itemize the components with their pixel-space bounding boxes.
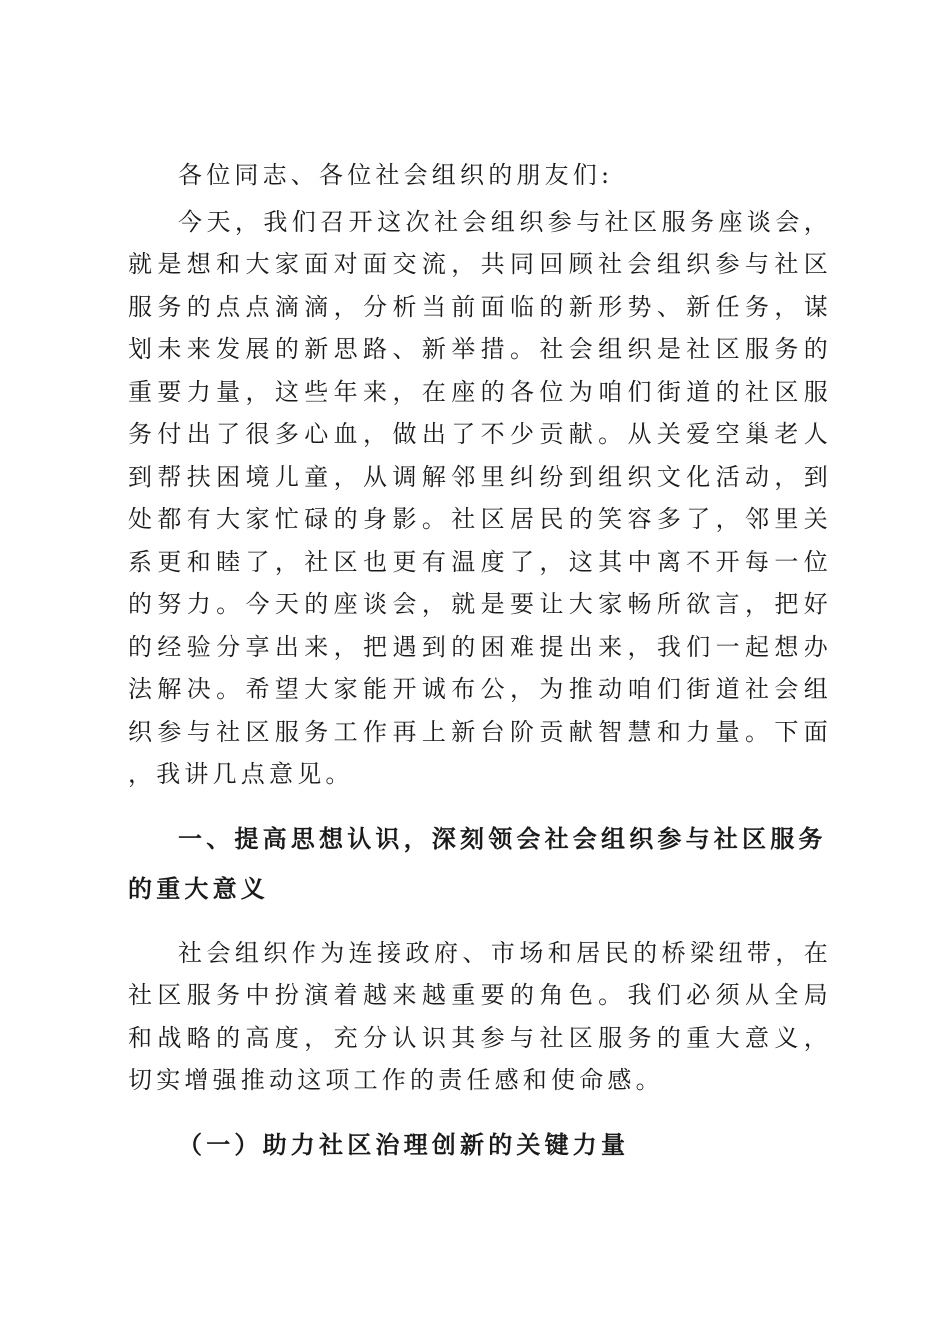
salutation: 各位同志、各位社会组织的朋友们:: [178, 161, 614, 189]
section-paragraph: 社会组织作为连接政府、市场和居民的桥梁纽带，在社区服务中扮演着越来越重要的角色。我们必须从全局和战略的高度，充分认识其参与社区服务的重大意义，切实增强推动这项工作的责任感和使命感。: [128, 938, 832, 1094]
section-heading: 一、提高思想认识，深刻领会社会组织参与社区服务的重大意义: [128, 824, 827, 903]
document-body: [128, 154, 832, 1166]
subsection-heading: （一）助力社区治理创新的关键力量: [178, 1130, 630, 1159]
intro-paragraph: 今天，我们召开这次社会组织参与社区服务座谈会，就是想和大家面对面交流，共同回顾社会组织参与社区服务的点点滴滴，分析当前面临的新形势、新任务，谋划未来发展的新思路、新举措。社会组织是社区服务的重要力量，这些年来，在座的各位为咱们街道的社区服务付出了很多心血，做出了不少贡献。从关爱空巢老人到帮扶困境儿童，从调解邻里纠纷到组织文化活动，到处都有大家忙碌的身影。社区居民的笑容多了，邻里关系更和睦了，社区也更有温度了，这其中离不开每一位的努力。今天的座谈会，就是要让大家畅所欲言，把好的经验分享出来，把遇到的困难提出来，我们一起想办法解决。希望大家能开诚布公，为推动咱们街道社会组织参与社区服务工作再上新台阶贡献智慧和力量。下面，我讲几点意见。: [128, 207, 832, 788]
